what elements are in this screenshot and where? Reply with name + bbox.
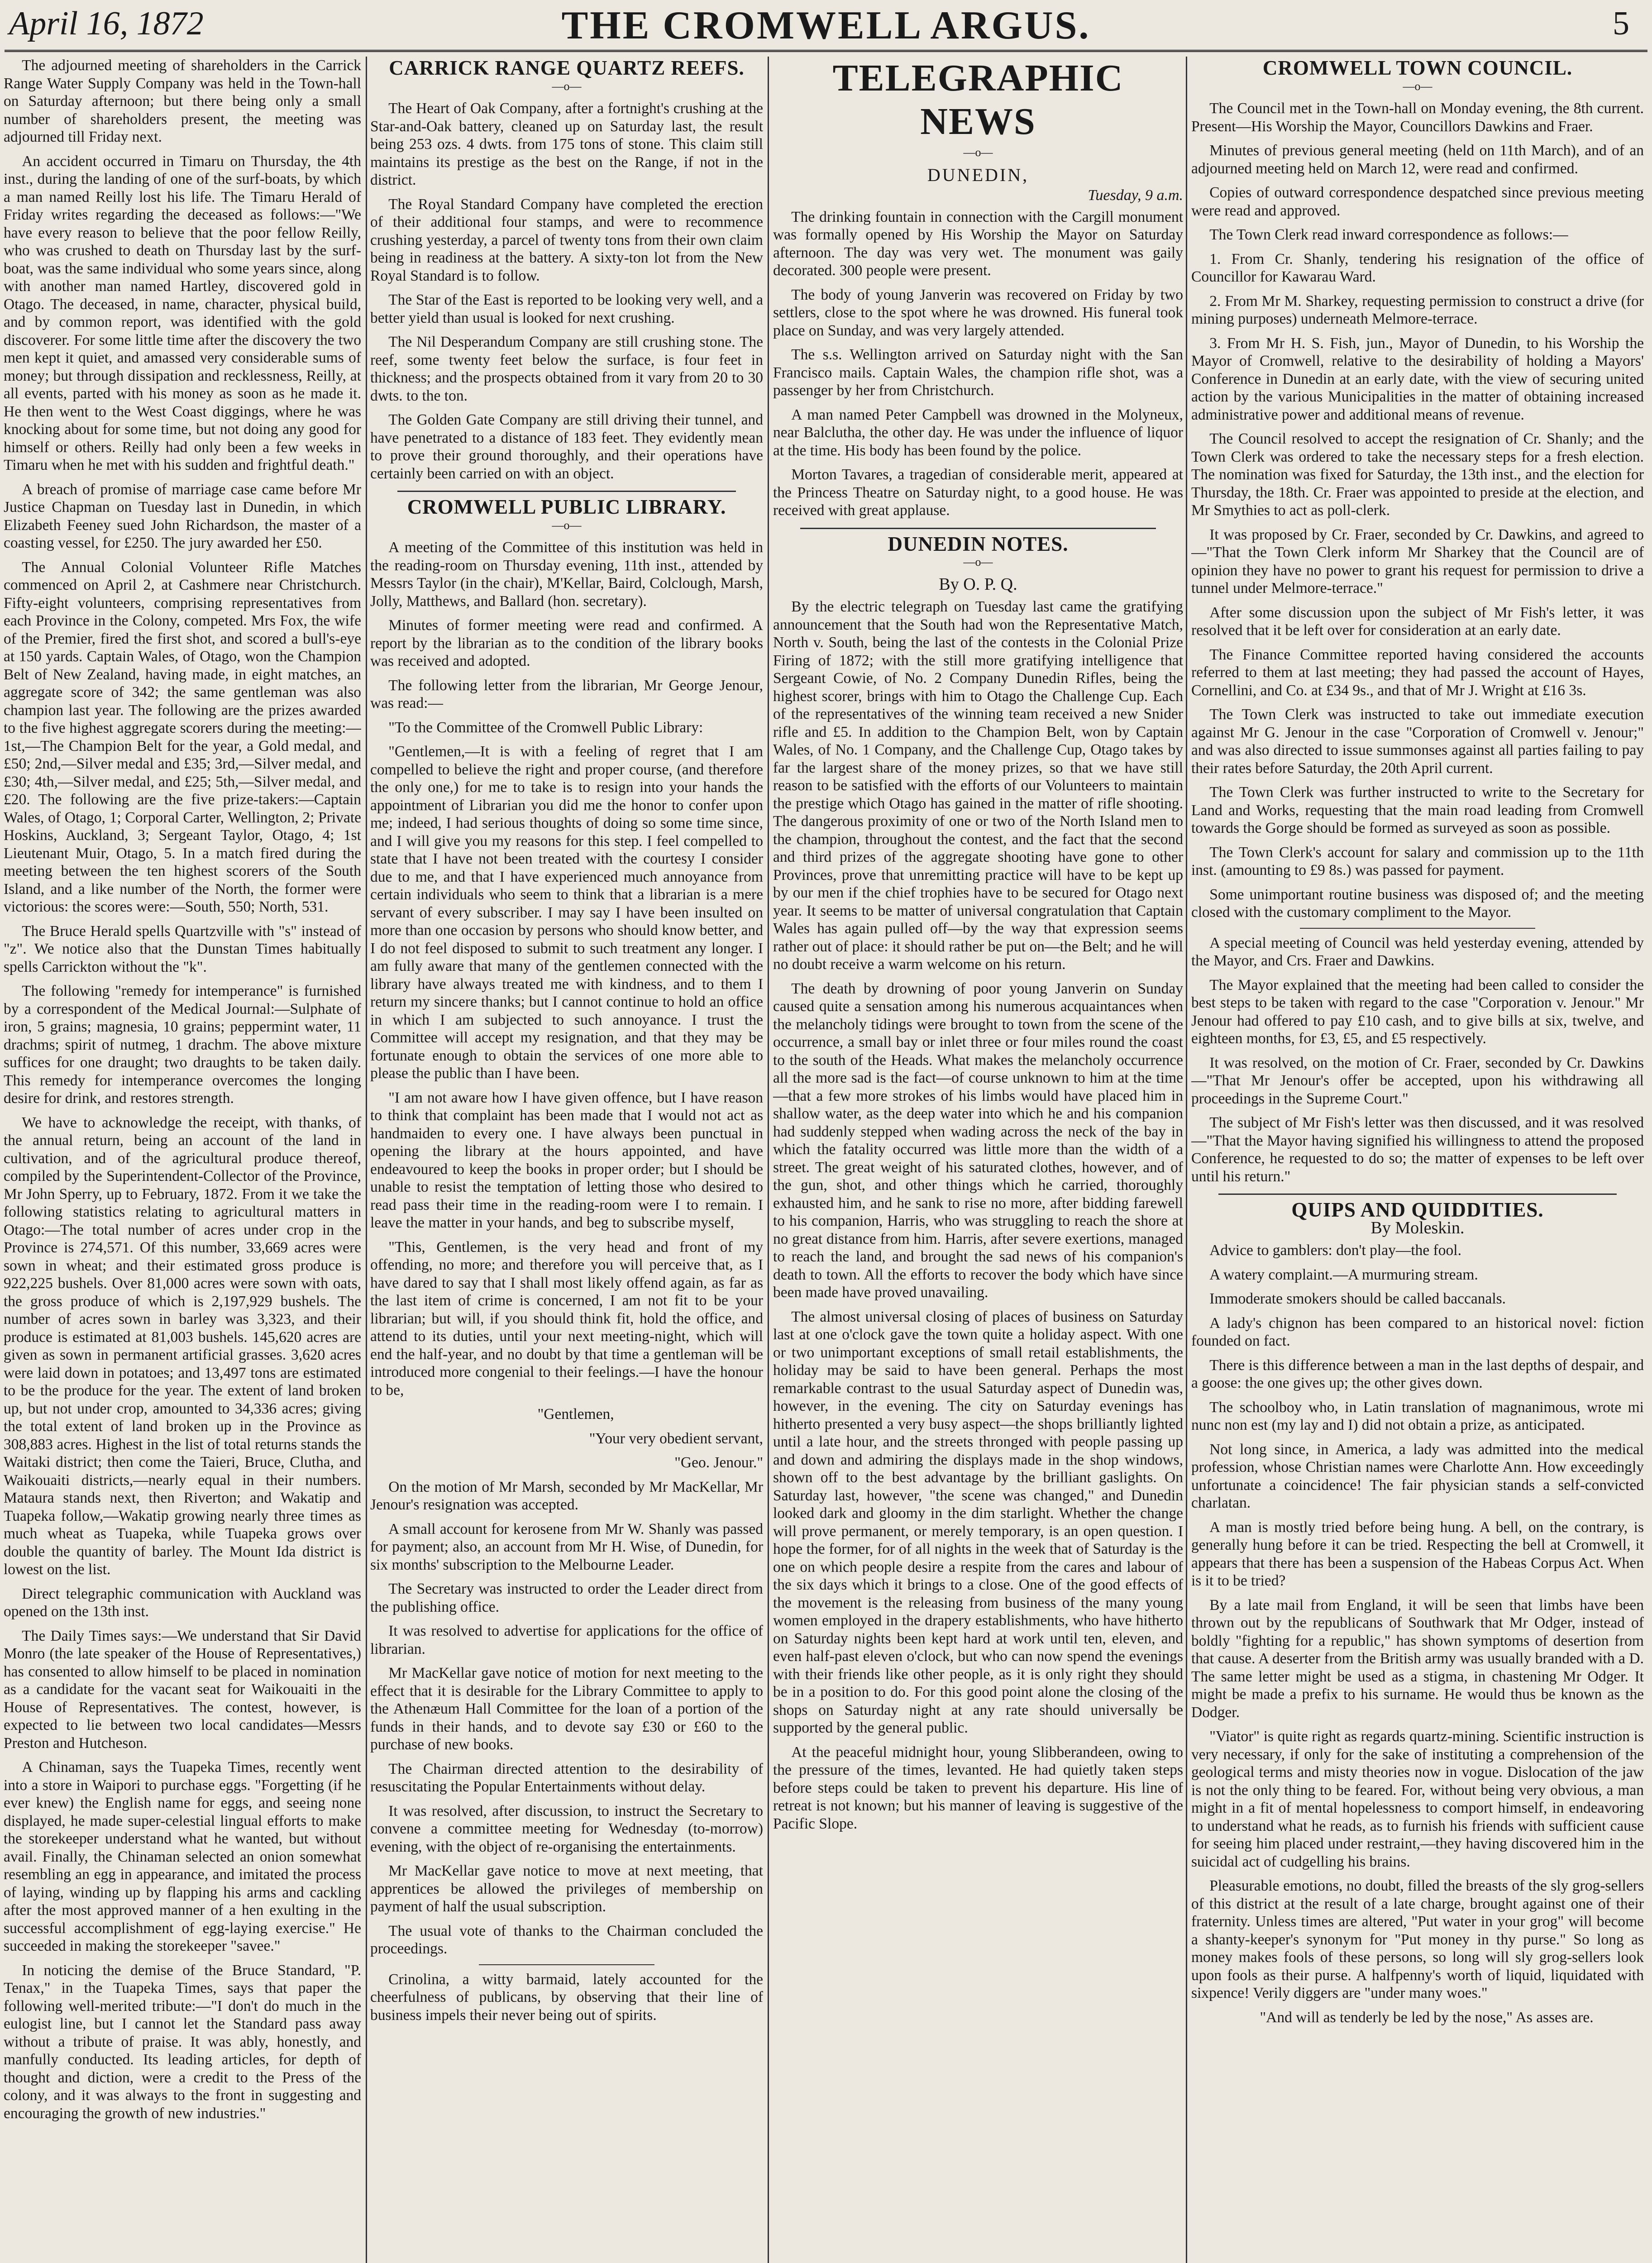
news-paragraph: The body of young Janverin was recovered on Friday by two settlers, close to the spot where he was drowned. His funeral took place on Sunday, and was very largely attended. (773, 286, 1183, 339)
byline: By O. P. Q. (939, 574, 1017, 594)
news-paragraph: The Council met in the Town-hall on Monday evening, the 8th current. Present—His Worship the Mayor, Councillors Dawkins and Fraer. (1191, 100, 1644, 135)
issue-date: April 16, 1872 (9, 5, 204, 42)
column-rule (366, 57, 367, 2263)
page-number: 5 (1613, 5, 1629, 42)
news-paragraph: The Town Clerk was instructed to take out immediate execution against Mr G. Jenour in the case "Corporation of Cromwell v. Jenour;" and was also directed to issue summonses against all parties failing to pay their rates before Saturday, the 20th April current. (1191, 706, 1644, 777)
section-separator: —o— (963, 146, 993, 159)
quip-paragraph: Not long since, in America, a lady was admitted into the medical profession, whose Christian names were Charlotte Ann. How exceedingly unfortunate a coincidence! The fair physician stands a self-convicted charlatan. (1191, 1441, 1644, 1511)
section-separator: —o— (1403, 79, 1432, 93)
news-paragraph: On the motion of Mr Marsh, seconded by Mr MacKellar, Mr Jenour's resignation was accepted. (370, 1478, 763, 1513)
column-4 (1191, 57, 1644, 2263)
news-paragraph: Some unimportant routine business was disposed of; and the meeting closed with the customary compliment to the Mayor. (1191, 886, 1644, 921)
news-paragraph: 2. From Mr M. Sharkey, requesting permission to construct a drive (for mining purposes) underneath Melmore-terrace. (1191, 292, 1644, 327)
news-paragraph: Crinolina, a witty barmaid, lately accounted for the cheerfulness of publicans, by observing that their line of business impels their never being out of spirits. (370, 1971, 763, 2024)
news-paragraph: The Nil Desperandum Company are still crushing stone. The reef, some twenty feet below the surface, is four feet in thickness; and the prospects obtained from it vary from 20 to 30 dwts. to the ton. (370, 334, 763, 404)
news-paragraph: Direct telegraphic communication with Auckland was opened on the 13th inst. (4, 1585, 361, 1620)
news-paragraph: The Chairman directed attention to the desirability of resuscitating the Popular Entertainments without delay. (370, 1760, 763, 1795)
news-paragraph: It was resolved, on the motion of Cr. Fraer, seconded by Cr. Dawkins—"That Mr Jenour's offer be accepted, upon his withdrawing all proceedings in the Supreme Court." (1191, 1054, 1644, 1107)
news-paragraph: 1. From Cr. Shanly, tendering his resignation of the office of Councillor for Kawarau Ward. (1191, 250, 1644, 285)
news-paragraph: The Golden Gate Company are still driving their tunnel, and have penetrated to a distance of 183 feet. They evidently mean to prove their ground thoroughly, and their operations have certainly been carried on with an object. (370, 411, 763, 482)
news-paragraph: The usual vote of thanks to the Chairman concluded the proceedings. (370, 1922, 763, 1957)
news-paragraph: "I am not aware how I have given offence, but I have reason to think that complaint has been made that I would not act as handmaiden to every one. I have always been punctual in opening the library at the hours appointed, and have endeavoured to keep the books in proper order; but I should be unable to resist the temptation of letting those who desired to read pass their time in the reading-room were I to remain. I leave the matter in your hands, and beg to subscribe myself, (370, 1089, 763, 1231)
quip-paragraph: Immoderate smokers should be called baccanals. (1209, 1290, 1506, 1307)
section-divider (800, 528, 1156, 529)
section-divider (1300, 928, 1535, 929)
news-paragraph: The Town Clerk was further instructed to write to the Secretary for Land and Works, requesting that the main road leading from Cromwell towards the Gorge should be formed as surveyed as soon as possible. (1191, 784, 1644, 836)
news-paragraph: "This, Gentlemen, is the very head and front of my offending, no more; and therefore you will perceive that, as I have dared to say that I shall most likely offend again, as far as the last item of crime is concerned, I am not fit to be your librarian; but will, if you should think fit, hold the office, and attend to its duties, until your next meeting-night, which will end the half-year, and no doubt by that time a gentleman will be introduced more congenial to their feelings.—I have the honour to be, (370, 1238, 763, 1399)
quip-paragraph: A lady's chignon has been compared to an historical novel: fiction founded on fact. (1191, 1314, 1644, 1349)
section-divider (479, 1964, 654, 1965)
news-paragraph: In noticing the demise of the Bruce Standard, "P. Tenax," in the Tuapeka Times, says that paper the following well-merited tribute:—"I don't do much in the eulogist line, but I cannot let the Standard pass away without a tribute of praise. It was ably, honestly, and manfully conducted. Its leading articles, for depth of thought and diction, were a credit to the Press of the colony, and it was always to the front in suggesting and encouraging the growth of new industries." (4, 1962, 361, 2122)
quip-paragraph: "Viator" is quite right as regards quartz-mining. Scientific instruction is very necessary, if only for the sake of instituting a comprehension of the geological terms and misty theories now in vogue. Dislocation of the jaw is not the only thing to be feared. For, without being very obvious, a man might in a fit of mental hopelessness to comport himself, in endeavoring to understand what he reads, as to furnish his friends with sufficient cause for seeing him placed under restraint,—they having discovered him in the suicidal act of cudgelling his brains. (1191, 1728, 1644, 1870)
news-paragraph: The Mayor explained that the meeting had been called to consider the best steps to be taken with regard to the case "Corporation v. Jenour." Mr Jenour had offered to pay £10 cash, and to give bills at six, twelve, and eighteen months, for £3, £5, and £5 respectively. (1191, 976, 1644, 1047)
news-paragraph: The Town Clerk read inward correspondence as follows:— (1209, 226, 1568, 243)
news-paragraph: Mr MacKellar gave notice to move at next meeting, that apprentices be allowed the privileges of membership on payment of half the usual subscription. (370, 1862, 763, 1915)
byline: By Moleskin. (1370, 1218, 1465, 1237)
section-heading-public-library: CROMWELL PUBLIC LIBRARY. (407, 496, 726, 518)
news-paragraph: The s.s. Wellington arrived on Saturday night with the San Francisco mails. Captain Wales, the champion rifle shot, was a passenger by her from Christchurch. (773, 346, 1183, 399)
news-paragraph: It was resolved to advertise for applications for the office of librarian. (370, 1623, 763, 1657)
news-paragraph: The Heart of Oak Company, after a fortnight's crushing at the Star-and-Oak battery, cleaned up on Saturday last, the result being 253 ozs. 4 dwts. from 175 tons of stone. This claim still maintains its prestige as the best on the Range, if not in the district. (370, 100, 763, 188)
quip-paragraph: A man is mostly tried before being hung. A bell, on the contrary, is generally hung before it can be tried. Respecting the bell at Cromwell, it appears that there has been a suspension of the Habeas Corpus Act. When is it to be tried? (1191, 1518, 1644, 1589)
news-paragraph: A small account for kerosene from Mr W. Shanly was passed for payment; also, an account from Mr H. Wise, of Dunedin, for six months' subscription to the Melbourne Leader. (370, 1520, 763, 1573)
news-paragraph: The drinking fountain in connection with the Cargill monument was formally opened by His Worship the Mayor on Saturday afternoon. The day was very wet. The monument was gaily decorated. 300 people were present. (773, 208, 1183, 279)
letter-signature: "Geo. Jenour." (674, 1454, 763, 1471)
news-paragraph: Mr MacKellar gave notice of motion for next meeting to the effect that it is desirable for the Library Committee to apply to the Athenæum Hall Committee for the loan of a portion of the funds in their hands, and to devote say £30 or £60 to the purchase of new books. (370, 1665, 763, 1753)
news-paragraph: An accident occurred in Timaru on Thursday, the 4th inst., during the landing of one of the surf-boats, by which a man named Reilly lost his life. The Timaru Herald of Friday writes regarding the deceased as follows:—"We have every reason to believe that the poor fellow Reilly, who was crushed to death on Thursday last by the surf-boat, was the same individual who some years since, along with another man named Hartley, discovered gold in Otago. The deceased, in name, character, physical build, and by common report, was identified with the gold discoverer. For some little time after the discovery the two men kept it quiet, and amassed very considerable sums of money; but through dissipation and recklessness, Reilly, at all events, parted with his money as soon as he made it. He then went to the West Coast diggings, where he was knocking about for some time, but not doing any good for himself or others. Reilly had only been a few weeks in Timaru when he met with his sudden and frightful death." (4, 153, 361, 473)
section-separator: —o— (552, 79, 582, 93)
letter-closing: "Your very obedient servant, (589, 1430, 763, 1447)
news-paragraph: We have to acknowledge the receipt, with thanks, of the annual return, being an account of the land in cultivation, and of the agricultural produce thereof, compiled by the Superintendent-Collector of the Province, Mr John Sperry, up to February, 1872. From it we take the following statistics relating to agricultural matters in Otago:—The total number of acres under crop in the Province is 274,571. Of this number, 33,669 acres were sown in wheat; and their estimated gross produce is 922,225 bushels. Over 81,000 acres were sown with oats, the gross produce of which is 2,197,929 bushels. The number of acres sown in barley was 3,323, and their produce is estimated at 81,003 bushels. 145,620 acres are given as sown in permanent artificial grasses. 3,620 acres were laid down in potatoes; and 13,497 tons are estimated to be the produce for the year. The extent of land broken up, but not under crop, amounted to 34,336 acres; giving the total extent of land broken up in the Province as 308,883 acres. Highest in the list of total returns stands the Waitaki district; then come the Taieri, Bruce, Clutha, and Waikouaiti districts,—nearly equal in their numbers. Mataura stands next, then Riverton; and Wakatip and Tuapeka follow,—Wakatip growing nearly three times as much wheat as Tuapeka, while Tuapeka grows over double the quantity of barley. The Mount Ida district is lowest on the list. (4, 1114, 361, 1578)
news-paragraph: The death by drowning of poor young Janverin on Sunday caused quite a sensation among his numerous acquaintances when the melancholy tidings were brought to town from the scene of the occurrence, a small bay or inlet three or four miles round the coast to the south of the Heads. What makes the melancholy occurrence all the more sad is the fact—of course unknown to him at the time—that a few more strokes of his limbs would have placed him in shallow water, as the deep water into which he and his companion had suddenly stepped when wading across the neck of the bay in which the fatality occurred was little more than the width of a street. The great weight of his saturated clothes, however, and of the gun, shot, and other things which he carried, thoroughly exhausted him, and he sank to rise no more, after bidding farewell to his companion, Harris, who was struggling to reach the shore at no great distance from him. Harris, after severe exertions, managed to reach the land, and brought the sad news of his companion's death to town. All the efforts to recover the body which have since been made have proved unavailing. (773, 980, 1183, 1301)
news-paragraph: "To the Committee of the Cromwell Public Library: (388, 719, 703, 736)
telegraphic-news-banner: TELEGRAPHIC NEWS (832, 57, 1124, 143)
news-paragraph: The following "remedy for intemperance" is furnished by a correspondent of the Medical Journal:—Sulphate of iron, 5 grains; magnesia, 10 grains; peppermint water, 11 drachms; spirit of nutmeg, 1 drachm. The above mixture suffices for one draught; two draughts to be taken daily. This remedy for intemperance overcomes the longing desire for drink, and restores strength. (4, 983, 361, 1107)
news-paragraph: The almost universal closing of places of business on Saturday last at one o'clock gave the town quite a holiday aspect. With one or two unimportant exceptions of small retail establishments, the holiday may be said to have been general. Perhaps the most remarkable contrast to the usual Saturday aspect of Dunedin was, however, in the evening. The city on Saturday evenings has hitherto presented a very busy aspect—the shops brilliantly lighted until a late hour, and the streets thronged with people passing up and down and admiring the displays made in the shop windows, shown off to the best advantage by the brilliant gaslights. On Saturday last, however, "the scene was changed," and Dunedin looked dark and gloomy in the dim starlight. Whether the change will prove permanent, or merely temporary, is an open question. I hope the former, for of all nights in the week that of Saturday is the one on which people desire a respite from the cares and labour of the six days which it brings to a close. One of the good effects of the movement is the releasing from business of the many young women employed in the drapery establishments, who have hitherto on Saturday nights been kept hard at work until ten, eleven, and even half-past eleven o'clock, but who can now spend the evenings with their friends like other people, as it is only right they should be in a position to do. For this good point alone the closing of the shops on Saturday night at any rate should universally be supported by the general public. (773, 1308, 1183, 1736)
column-rule (1186, 57, 1187, 2263)
news-paragraph: The Daily Times says:—We understand that Sir David Monro (the late speaker of the House of Representatives,) has consented to allow himself to be placed in nomination as a candidate for the vacant seat for Waikouaiti in the House of Representatives. The contest, however, is expected to lie between two local candidates—Messrs Preston and Hutcheson. (4, 1627, 361, 1752)
news-paragraph: At the peaceful midnight hour, young Slibberandeen, owing to the pressure of the times, levanted. He had quietly taken steps before steps could be taken to prevent his departure. His line of retreat is not known; but his manner of leaving is suggestive of the Pacific Slope. (773, 1743, 1183, 1832)
news-paragraph: Morton Tavares, a tragedian of considerable merit, appeared at the Princess Theatre on Saturday night, to a good house. He was received with great applause. (773, 466, 1183, 519)
quip-paragraph: A watery complaint.—A murmuring stream. (1209, 1266, 1478, 1283)
quip-paragraph: Advice to gamblers: don't play—the fool. (1209, 1242, 1461, 1259)
news-paragraph: It was resolved, after discussion, to instruct the Secretary to convene a committee meeting for Wednesday (to-morrow) evening, with the object of re-organising the entertainments. (370, 1802, 763, 1855)
quip-paragraph: By a late mail from England, it will be seen that limbs have been thrown out by the republicans of Southwark that Mr Odger, instead of boldly "fighting for a republic," has shown symptoms of desertion from that cause. A deserter from the British army was usually branded with a D. The same letter might be used as a stigma, in chastening Mr Odger. It might be made a prefix to his surname. He would thus be known as the Dodger. (1191, 1596, 1644, 1721)
news-paragraph: A special meeting of Council was held yesterday evening, attended by the Mayor, and Crs. Fraer and Dawkins. (1191, 934, 1644, 969)
news-paragraph: The Royal Standard Company have completed the erection of their additional four stamps, and were to recommence crushing yesterday, a parcel of twenty tons from their own claim being in readiness at the battery. A sixty-ton lot from the New Royal Standard is to follow. (370, 196, 763, 284)
section-divider (1218, 1194, 1617, 1195)
dateline-time: Tuesday, 9 a.m. (1088, 187, 1183, 204)
news-paragraph: The Town Clerk's account for salary and commission up to the 11th inst. (amounting to £9 8s.) was passed for payment. (1191, 844, 1644, 878)
news-paragraph: The Secretary was instructed to order the Leader direct from the publishing office. (370, 1580, 763, 1615)
section-heading-town-council: CROMWELL TOWN COUNCIL. (1262, 57, 1573, 79)
news-paragraph: A man named Peter Campbell was drowned in the Molyneux, near Balclutha, the other day. He was under the influence of liquor at the time. His body has been found by the police. (773, 406, 1183, 459)
section-separator: —o— (963, 555, 993, 568)
quip-paragraph: Pleasurable emotions, no doubt, filled the breasts of the sly grog-sellers of this district at the result of a late charge, brought against one of their fraternity. Unless times are altered, "Put water in your grog" will become a shanty-keeper's synonym for "Put money in thy purse." So long as money makes fools of these persons, so long will sly grog-sellers look upon fools as their purse. A halfpenny's worth of liquid, liquidated with sixpence! Verily diggers are "under many woes." (1191, 1877, 1644, 2001)
news-paragraph: "Gentlemen,—It is with a feeling of regret that I am compelled to believe the right and proper course, (and therefore the only one,) for me to take is to resign into your hands the appointment of Librarian you did me the honor to confer upon me; indeed, I had serious thoughts of doing so some time since, and I will give you my reasons for this step. I feel compelled to state that I have not been treated with the courtesy I consider due to me, and that I have experienced much annoyance from certain individuals who seem to think that a librarian is a mere servant of every subscriber. I may say I have been insulted on more than one occasion by persons who should know better, and I do not feel disposed to submit to such treatment any longer. I am fully aware that many of the gentlemen connected with the library have always treated me with kindness, and to them I return my sincere thanks; but I cannot continue to hold an office in which I am subjected to such annoyance. I trust the Committee will accept my resignation, and that they may be fortunate enough to obtain the services of one more able to please the public than I have been. (370, 743, 763, 1082)
news-paragraph: A Chinaman, says the Tuapeka Times, recently went into a store in Waipori to purchase eggs. "Forgetting (if he ever knew) the English name for eggs, and seeing none displayed, he made super-celestial lingual efforts to make the storekeeper understand what he wanted, but without avail. Finally, the Chinaman selected an onion somewhat resembling an egg in appearance, and imitated the process of laying, winding up by flapping his arms and cackling after the most approved manner of a hen exulting in the successful accomplishment of egg-laying exercise." He succeeded in making the storekeeper "savee." (4, 1759, 361, 1954)
news-paragraph: The following letter from the librarian, Mr George Jenour, was read:— (370, 677, 763, 711)
news-paragraph: The Annual Colonial Volunteer Rifle Matches commenced on April 2, at Cashmere near Christchurch. Fifty-eight volunteers, comprising representatives from each Province in the Colony, competed. Mrs Fox, the wife of the Premier, fired the first shot, and scored a bull's-eye at 150 yards. Captain Wales, of Otago, won the Champion Belt of New Zealand, having made, in eight matches, an aggregate score of 342; the same gentleman was also champion last year. The following are the prizes awarded to the five highest aggregate scorers during the meeting:—1st,—The Champion Belt for the year, a Gold medal, and £50; 2nd,—Silver medal and £35; 3rd,—Silver medal, and £30; 4th,—Silver medal, and £25; 5th,—Silver medal, and £20. The following are the five prize-takers:—Captain Wales, of Otago, 1; Corporal Carter, Wellington, 2; Private Hoskins, Auckland, 3; Sergeant Taylor, Otago, 4; 1st Lieutenant Muir, Otago, 5. In a match fired during the meeting between the ten highest scorers of the South Island, and a like number of the North, the former were victorious: the scores were:—South, 550; North, 531. (4, 559, 361, 915)
quip-paragraph: There is this difference between a man in the last depths of despair, and a goose: the one gives up; the other gives down. (1191, 1356, 1644, 1391)
letter-salutation: "Gentlemen, (537, 1406, 614, 1423)
quip-paragraph: "And will as tenderly be led by the nose," As asses are. (1260, 2009, 1594, 2026)
news-paragraph: Minutes of previous general meeting (held on 11th March), and of an adjourned meeting held on March 12, were read and confirmed. (1191, 142, 1644, 177)
section-separator: —o— (552, 518, 582, 532)
dateline-place: DUNEDIN, (927, 164, 1029, 185)
section-heading-dunedin-notes: DUNEDIN NOTES. (888, 532, 1069, 555)
column-2 (370, 57, 763, 2263)
news-paragraph: By the electric telegraph on Tuesday last came the gratifying announcement that the South had won the Representative Match, North v. South, being the last of the contests in the Colonial Prize Firing of 1872; with the still more gratifying intelligence that Sergeant Cowie, of No. 2 Company Dunedin Rifles, being the highest scorer, brings with him to Otago the Challenge Cup. Each of the representatives of the winning team received a new Snider rifle and £5. In addition to the Champion Belt, won by Captain Wales, of No. 1 Company, and the Challenge Cup, Otago takes by far the largest share of the money prizes, so that we have still reason to be satisfied with the efforts of our Volunteers to maintain the prestige which Otago has gained in the matter of rifle shooting. The dangerous proximity of one or two of the North Island men to the champion, throughout the contest, and the fact that the second and third prizes of the aggregate shooting have gone to other Provinces, prove that unremitting practice will have to be kept up by our men if the chief trophies have to be secured for Otago next year. It seems to be matter of universal congratulation that Captain Wales has again pulled off—by the way that expression seems rather out of place: it should rather be put on—the Belt; and he will no doubt receive a warm welcome on his return. (773, 598, 1183, 973)
section-heading-quartz-reefs: CARRICK RANGE QUARTZ REEFS. (389, 57, 745, 79)
news-paragraph: The Bruce Herald spells Quartzville with "s" instead of "z". We notice also that the Dunstan Times habitually spells Carrickton without the "k". (4, 922, 361, 975)
quip-paragraph: The schoolboy who, in Latin translation of magnanimous, wrote mi nunc non est (my lay and I) did not obtain a prize, as anticipated. (1191, 1399, 1644, 1433)
column-rule (768, 57, 769, 2263)
news-paragraph: 3. From Mr H. S. Fish, jun., Mayor of Dunedin, to his Worship the Mayor of Cromwell, relative to the desirability of holding a Mayors' Conference in Dunedin at an early date, with the view of securing united action by the various Municipalities in the matter of obtaining increased administrative power and additional means of revenue. (1191, 334, 1644, 423)
news-paragraph: The subject of Mr Fish's letter was then discussed, and it was resolved—"That the Mayor having signified his willingness to attend the proposed Conference, he requested to do so; the matter of expenses to be left over until his return." (1191, 1114, 1644, 1185)
news-paragraph: A meeting of the Committee of this institution was held in the reading-room on Thursday evening, 11th inst., attended by Messrs Taylor (in the chair), M'Kellar, Baird, Colclough, Marsh, Jolly, Matthews, and Ballard (hon. secretary). (370, 539, 763, 610)
masthead (5, 0, 1647, 52)
news-paragraph: It was proposed by Cr. Fraer, seconded by Cr. Dawkins, and agreed to—"That the Town Clerk inform Mr Sharkey that the Council are of opinion they have no power to grant his request for permission to drive a tunnel under Melmore-terrace." (1191, 526, 1644, 597)
column-1 (4, 57, 361, 2263)
news-paragraph: The Star of the East is reported to be looking very well, and a better yield than usual is looked for next crushing. (370, 291, 763, 326)
news-paragraph: Copies of outward correspondence despatched since previous meeting were read and approved. (1191, 184, 1644, 219)
news-paragraph: The Council resolved to accept the resignation of Cr. Shanly; and the Town Clerk was ordered to take the necessary steps for a fresh election. The nomination was fixed for Saturday, the 13th inst., and the election for Thursday, the 18th. Cr. Fraer was appointed to preside at the election, and Mr Smythies to act as poll-clerk. (1191, 430, 1644, 519)
news-paragraph: After some discussion upon the subject of Mr Fish's letter, it was resolved that it be left over for consideration at an early date. (1191, 604, 1644, 639)
column-3 (773, 57, 1183, 2263)
news-paragraph: Minutes of former meeting were read and confirmed. A report by the librarian as to the condition of the library books was received and adopted. (370, 617, 763, 669)
news-paragraph: A breach of promise of marriage case came before Mr Justice Chapman on Tuesday last in Dunedin, in which Elizabeth Feeney sued John Richardson, the master of a coasting vessel, for £250. The jury awarded her £50. (4, 481, 361, 551)
section-divider (397, 491, 736, 492)
news-paragraph: The Finance Committee reported having considered the accounts referred to them at last meeting; they had passed the account of Hayes, Cornellini, and Co. at £34 9s., and that of Mr J. Wright at £16 3s. (1191, 646, 1644, 699)
news-paragraph: The adjourned meeting of shareholders in the Carrick Range Water Supply Company was held in the Town-hall on Saturday afternoon; but there being only a small number of shareholders present, the meeting was adjourned till Friday next. (4, 57, 361, 145)
newspaper-title: THE CROMWELL ARGUS. (561, 4, 1091, 48)
section-heading-quips: QUIPS AND QUIDDITIES. (1291, 1198, 1544, 1221)
